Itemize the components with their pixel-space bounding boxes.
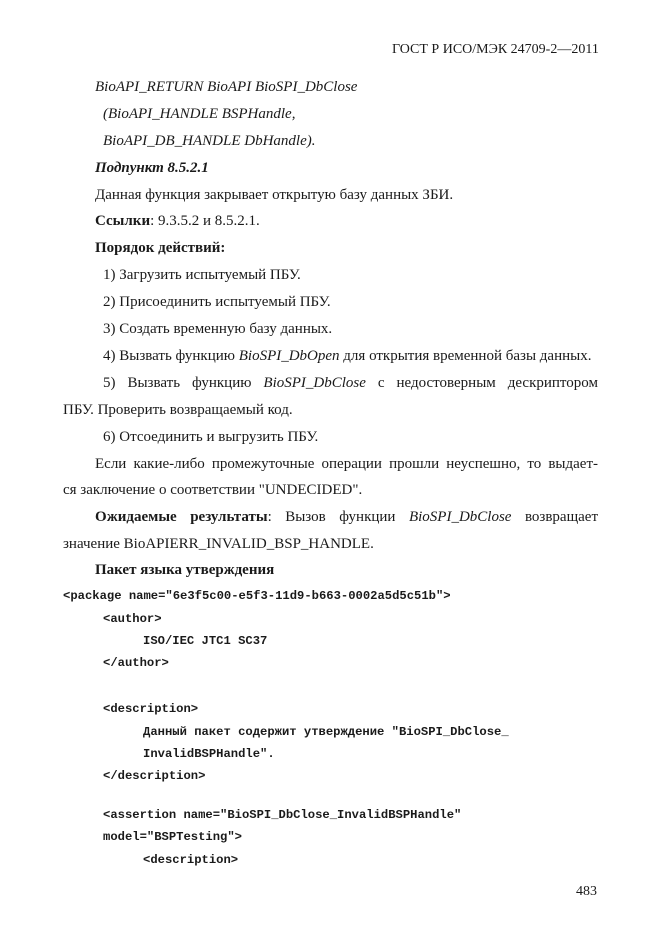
code-line-10: model="BSPTesting"> [103, 830, 242, 844]
code-line-11: <description> [143, 853, 239, 867]
package-title: Пакет языка утверждения [95, 562, 275, 578]
references-line [95, 213, 260, 230]
code-line-5: <description> [103, 702, 199, 716]
expected-results-text-start: : Вызов функции [267, 509, 409, 525]
code-line-6: Данный пакет содержит утверждение "BioSPI_DbClose_ [143, 725, 509, 739]
subclause-title: Подпункт 8.5.2.1 [95, 160, 209, 176]
undecided-line-2: ся заключение о соответствии "UNDECIDED". [63, 482, 363, 498]
document-header: ГОСТ Р ИСО/МЭК 24709-2—2011 [392, 42, 599, 57]
references-value: : 9.3.5.2 и 8.5.2.1. [150, 213, 260, 229]
code-line-9: <assertion name="BioSPI_DbClose_InvalidBSPHandle" [103, 808, 462, 822]
expected-results-label: Ожидаемые результаты [95, 509, 268, 525]
page-number: 483 [576, 884, 597, 899]
step-6: 6) Отсоединить и выгрузить ПБУ. [103, 429, 319, 445]
step-4 [103, 348, 591, 365]
expected-results-text-end: возвращает [511, 509, 599, 525]
expected-results-continuation: значение BioAPIERR_INVALID_BSP_HANDLE. [63, 536, 374, 552]
step-3: 3) Создать временную базу данных. [103, 321, 333, 337]
signature-line-3: BioAPI_DB_HANDLE DbHandle). [103, 133, 316, 149]
code-line-4: </author> [103, 656, 169, 670]
undecided-line-1: Если какие-либо промежуточные операции прошли неуспешно, то выдает- [95, 456, 598, 472]
code-line-1: <package name="6e3f5c00-e5f3-11d9-b663-0002a5d5c51b"> [63, 589, 451, 603]
step-5-function: BioSPI_DbClose [263, 375, 366, 391]
references-label: Ссылки [95, 213, 151, 229]
signature-line-2: (BioAPI_HANDLE BSPHandle, [103, 106, 296, 122]
step-5-text-end: с недостоверным дескриптором [365, 375, 598, 391]
signature-line-1: BioAPI_RETURN BioAPI BioSPI_DbClose [95, 79, 358, 95]
step-4-function: BioSPI_DbOpen [238, 348, 340, 364]
code-line-2: <author> [103, 612, 162, 626]
subclause-description: Данная функция закрывает открытую базу данных ЗБИ. [95, 187, 454, 203]
code-line-3: ISO/IEC JTC1 SC37 [143, 634, 268, 648]
step-5 [103, 375, 598, 392]
step-2: 2) Присоединить испытуемый ПБУ. [103, 294, 331, 310]
expected-results-line [95, 509, 598, 526]
code-line-7: InvalidBSPHandle". [143, 747, 275, 761]
step-5-text-start: 5) Вызвать функцию [103, 375, 264, 391]
step-5-continuation: ПБУ. Проверить возвращаемый код. [63, 402, 293, 418]
step-4-text-start: 4) Вызвать функцию [103, 348, 239, 364]
step-4-text-end: для открытия временной базы данных. [339, 348, 592, 364]
procedure-title: Порядок действий: [95, 240, 226, 256]
step-1: 1) Загрузить испытуемый ПБУ. [103, 267, 301, 283]
expected-results-function: BioSPI_DbClose [408, 509, 512, 525]
code-line-8: </description> [103, 769, 206, 783]
